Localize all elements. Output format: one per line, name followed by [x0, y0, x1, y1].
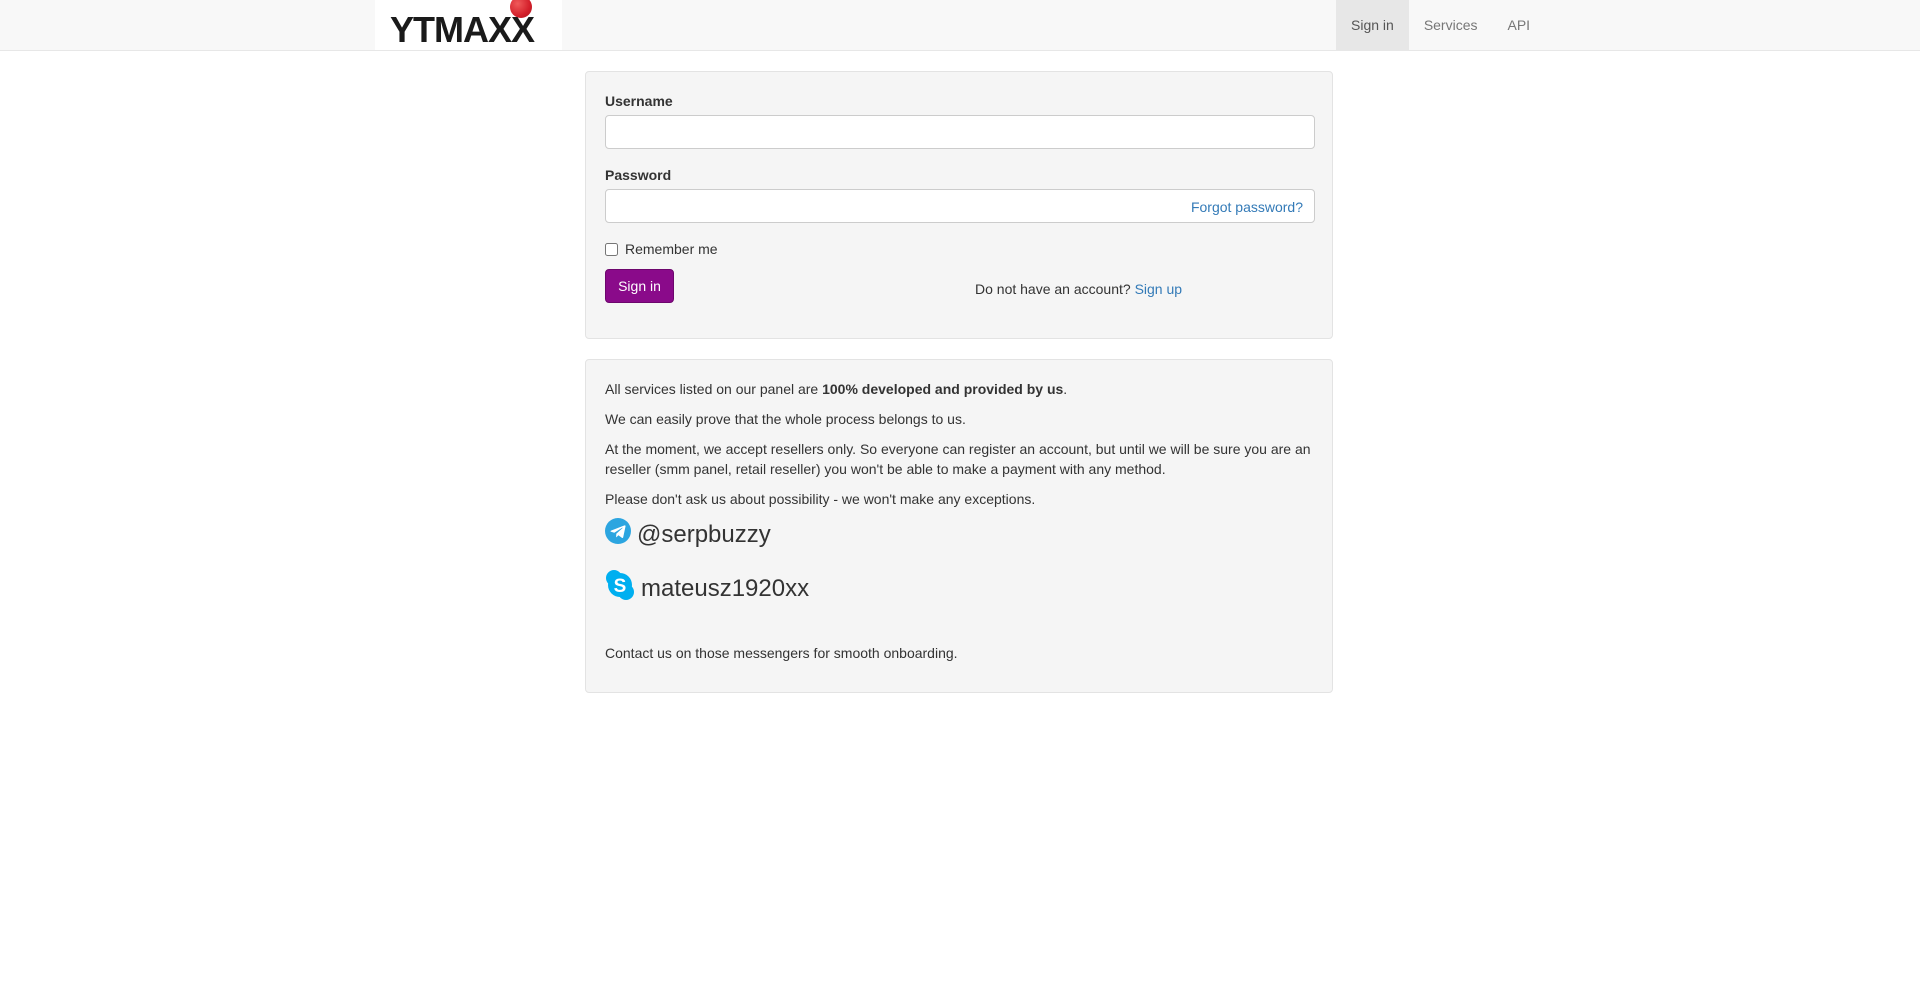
info-line-1: All services listed on our panel are 100% developed and provided by us. — [605, 381, 1068, 397]
skype-icon — [605, 569, 635, 608]
info-panel — [585, 359, 1333, 693]
skype-contact — [605, 569, 809, 608]
login-panel — [585, 71, 1333, 339]
signup-prompt — [975, 281, 1182, 297]
nav-sign-in[interactable]: Sign in — [1336, 0, 1409, 50]
info-line-3: At the moment, we accept resellers only. So everyone can register an account, but until we will be sure you are an reseller (smm panel, retail reseller) you won't be able to make a payment with any method. — [605, 441, 1311, 477]
nav-api[interactable]: API — [1507, 17, 1531, 33]
telegram-icon — [605, 518, 631, 551]
nav-services[interactable]: Services — [1423, 17, 1478, 33]
telegram-contact — [605, 518, 771, 551]
svg-text:S: S — [613, 576, 627, 597]
telegram-handle: @serpbuzzy — [637, 520, 771, 548]
username-input[interactable] — [605, 115, 1315, 149]
navbar — [0, 0, 1920, 51]
nav-menu — [1336, 0, 1545, 50]
sign-in-button[interactable]: Sign in — [605, 269, 674, 303]
skype-handle: mateusz1920xx — [641, 574, 810, 602]
remember-me-label: Remember me — [625, 241, 718, 257]
sign-up-link[interactable]: Sign up — [1134, 281, 1183, 297]
forgot-password-link[interactable]: Forgot password? — [1190, 199, 1303, 215]
info-line-1-bold: 100% developed and provided by us — [822, 381, 1064, 397]
password-label: Password — [605, 167, 672, 183]
no-account-text: Do not have an account? — [975, 281, 1131, 297]
info-line-2: We can easily prove that the whole process belongs to us. — [605, 411, 966, 427]
remember-me — [605, 241, 718, 257]
remember-me-checkbox[interactable] — [605, 243, 618, 256]
brand-name: YTMAXX — [390, 9, 535, 50]
info-line-4: Please don't ask us about possibility - we won't make any exceptions. — [605, 491, 1036, 507]
brand-logo[interactable] — [375, 0, 562, 50]
info-footer: Contact us on those messengers for smooth onboarding. — [605, 645, 958, 661]
username-label: Username — [605, 93, 673, 109]
